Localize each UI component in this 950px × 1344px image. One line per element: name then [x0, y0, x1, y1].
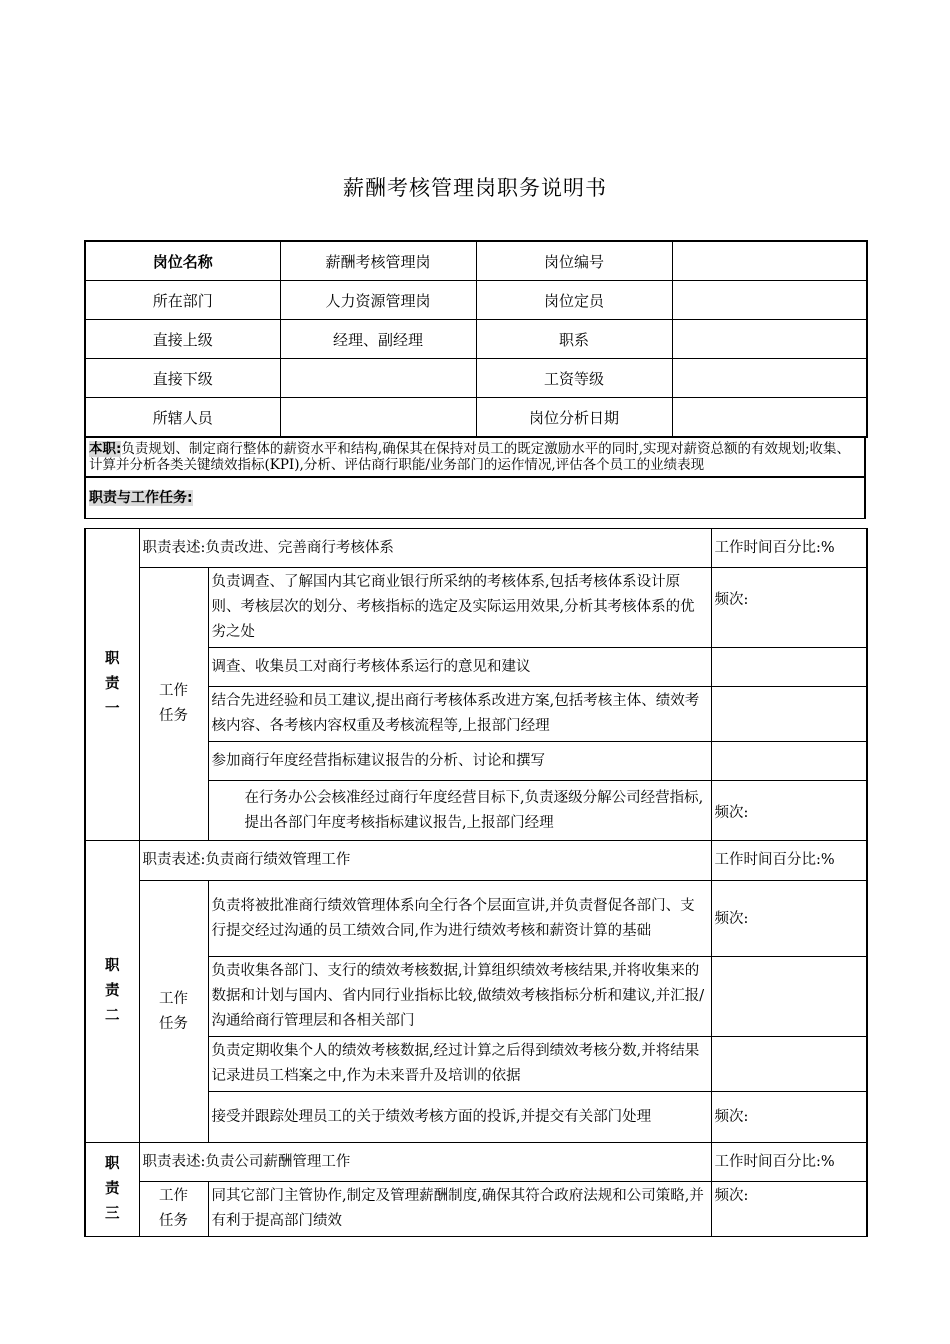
quota-value	[672, 281, 867, 320]
post-code-label: 岗位编号	[476, 241, 672, 281]
duty-1-statement: 职责表述:负责改进、完善商行考核体系	[139, 529, 711, 568]
grade-label: 工资等级	[476, 359, 672, 398]
duty-1-freq-2: 频次:	[711, 781, 867, 841]
duties-table	[84, 528, 868, 1237]
duty-3-statement: 职责表述:负责公司薪酬管理工作	[139, 1143, 711, 1182]
duty-2-task-3: 负责定期收集个人的绩效考核数据,经过计算之后得到绩效考核分数,并将结果记录进员工档案之中,作为未来晋升及培训的依据	[208, 1037, 711, 1092]
basic-info-table	[84, 240, 868, 438]
duty-2-task-1: 负责将被批准商行绩效管理体系向全行各个层面宣讲,并负责督促各部门、支行提交经过沟通的员工绩效合同,作为进行绩效考核和薪资计算的基础	[208, 881, 711, 957]
post-name-label: 岗位名称	[85, 241, 280, 281]
table-row	[85, 1182, 867, 1237]
duty-1-percent: 工作时间百分比:%	[711, 529, 867, 568]
duty-2-percent: 工作时间百分比:%	[711, 841, 867, 881]
post-code-value	[672, 241, 867, 281]
duty-1-freq-empty-4	[711, 742, 867, 781]
post-name-value: 薪酬考核管理岗	[280, 241, 476, 281]
table-row	[85, 281, 867, 320]
duty-2-work-label: 工作任务	[139, 881, 208, 1143]
summary-label: 本职:	[89, 441, 122, 457]
staff-value	[280, 398, 476, 438]
summary-text: 负责规划、制定商行整体的薪资水平和结构,确保其在保持对员工的既定激励水平的同时,实现对薪资总额的有效规划;收集、计算并分析各类关键绩效指标(KPI),分析、评估商行职能/业务部门的运作情况,评估各个员工的业绩表现	[89, 441, 851, 473]
staff-label: 所辖人员	[85, 398, 280, 438]
duty-1-work-label: 工作任务	[139, 568, 208, 841]
table-row	[85, 568, 867, 648]
duty-1-task-2: 调查、收集员工对商行考核体系运行的意见和建议	[208, 648, 711, 687]
superior-value: 经理、副经理	[280, 320, 476, 359]
duty-1-freq-1: 频次:	[711, 568, 867, 648]
table-row	[85, 241, 867, 281]
duty-1-label: 职责一	[85, 529, 139, 841]
table-row	[85, 359, 867, 398]
subordinate-value	[280, 359, 476, 398]
table-row	[85, 320, 867, 359]
duty-3-percent: 工作时间百分比:%	[711, 1143, 867, 1182]
page-title: 薪酬考核管理岗职务说明书	[343, 176, 607, 200]
table-row	[85, 881, 867, 957]
duty-1-freq-empty-3	[711, 687, 867, 742]
duty-2-task-2: 负责收集各部门、支行的绩效考核数据,计算组织绩效考核结果,并将收集来的数据和计划与国内、省内同行业指标比较,做绩效考核指标分析和建议,并汇报/沟通给商行管理层和各相关部门	[208, 957, 711, 1037]
duty-2-freq-empty-2	[711, 957, 867, 1037]
duty-2-freq-1: 频次:	[711, 881, 867, 957]
table-row	[85, 477, 865, 519]
table-row	[85, 438, 865, 478]
superior-label: 直接上级	[85, 320, 280, 359]
duty-2-task-4: 接受并跟踪处理员工的关于绩效考核方面的投诉,并提交有关部门处理	[208, 1092, 711, 1143]
grade-value	[672, 359, 867, 398]
duty-2-label: 职责二	[85, 841, 139, 1143]
duty-1-task-3: 结合先进经验和员工建议,提出商行考核体系改进方案,包括考核主体、绩效考核内容、各考核内容权重及考核流程等,上报部门经理	[208, 687, 711, 742]
duty-1-freq-empty-2	[711, 648, 867, 687]
duty-1-task-4: 参加商行年度经营指标建议报告的分析、讨论和撰写	[208, 742, 711, 781]
job-summary	[85, 438, 865, 478]
duties-header: 职责与工作任务:	[85, 477, 865, 519]
dept-value: 人力资源管理岗	[280, 281, 476, 320]
duty-2-statement: 职责表述:负责商行绩效管理工作	[139, 841, 711, 881]
quota-label: 岗位定员	[476, 281, 672, 320]
table-row	[85, 841, 867, 881]
duty-2-freq-2: 频次:	[711, 1092, 867, 1143]
duty-3-task-1: 同其它部门主管协作,制定及管理薪酬制度,确保其符合政府法规和公司策略,并有利于提高部门绩效	[208, 1182, 711, 1237]
series-value	[672, 320, 867, 359]
duty-3-label: 职责三	[85, 1143, 139, 1237]
table-row	[85, 1143, 867, 1182]
duty-2-freq-empty-3	[711, 1037, 867, 1092]
table-row	[85, 398, 867, 438]
table-row	[85, 529, 867, 568]
subordinate-label: 直接下级	[85, 359, 280, 398]
series-label: 职系	[476, 320, 672, 359]
duty-3-freq-1: 频次:	[711, 1182, 867, 1237]
duty-1-task-1: 负责调查、了解国内其它商业银行所采纳的考核体系,包括考核体系设计原则、考核层次的划分、考核指标的选定及实际运用效果,分析其考核体系的优劣之处	[208, 568, 711, 648]
duty-3-work-label: 工作任务	[139, 1182, 208, 1237]
dept-label: 所在部门	[85, 281, 280, 320]
analysis-date-value	[672, 398, 867, 438]
summary-table	[84, 437, 866, 519]
analysis-date-label: 岗位分析日期	[476, 398, 672, 438]
duty-1-task-5: 在行务办公会核准经过商行年度经营目标下,负责逐级分解公司经营指标,提出各部门年度考核指标建议报告,上报部门经理	[208, 781, 711, 841]
